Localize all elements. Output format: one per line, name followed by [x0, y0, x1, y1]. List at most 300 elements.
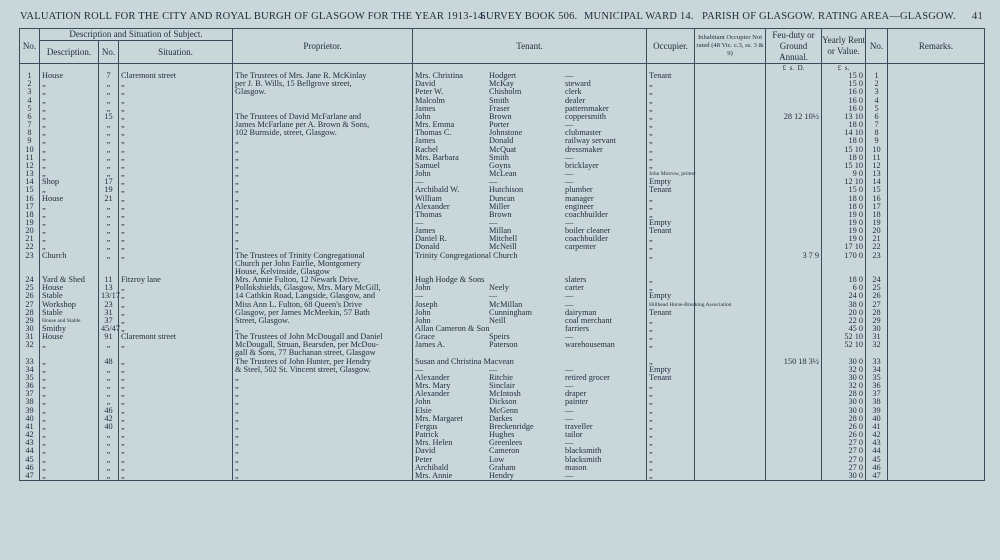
tenant-surname: Goyns — [489, 160, 511, 170]
row-number: „ — [99, 439, 119, 447]
row-description: „ — [40, 227, 99, 235]
row-proprietor: „ — [233, 390, 413, 398]
tenant-surname: Smith — [489, 95, 509, 105]
col-tenant: Tenant. — [413, 29, 647, 64]
row-occupier: „ — [647, 456, 695, 464]
row-proprietor: & Steel, 502 St. Vincent street, Glasgow. — [233, 366, 413, 374]
row-remarks — [888, 219, 985, 227]
tenant-surname: Cunningham — [489, 307, 532, 317]
tenant-first-name: Patrick — [415, 430, 439, 440]
row-no-right: 32 — [866, 341, 888, 349]
row-number: „ — [99, 211, 119, 219]
row-no: 7 — [20, 121, 40, 129]
row-number: „ — [99, 80, 119, 88]
row-no: 19 — [20, 219, 40, 227]
row-proprietor: The Trustees of John Hunter, per Hendry — [233, 358, 413, 366]
row-feuduty — [766, 301, 822, 309]
row-proprietor: „ — [233, 178, 413, 186]
row-proprietor: McDougall, Struan, Bearsden, per McDou- — [233, 341, 413, 349]
tenant-occupation: painter — [565, 397, 589, 407]
tenant-occupation: — — [565, 169, 574, 179]
tenant-first-name: John — [415, 169, 431, 179]
row-no-right: 41 — [866, 423, 888, 431]
row-proprietor: „ — [233, 154, 413, 162]
row-occupier: „ — [647, 162, 695, 170]
row-inhabitant — [695, 80, 766, 88]
row-tenant — [413, 186, 647, 194]
row-no-right: 6 — [866, 113, 888, 121]
row-occupier: Empty — [647, 366, 695, 374]
tenant-first-name: Mrs. Emma — [415, 120, 455, 130]
col-group-description: Description and Situation of Subject. — [40, 29, 233, 41]
row-rent: 18 0 — [822, 137, 866, 145]
table-row — [20, 341, 985, 349]
row-description: House — [40, 333, 99, 341]
page-header — [20, 11, 985, 25]
row-no: 16 — [20, 195, 40, 203]
row-tenant — [413, 80, 647, 88]
row-proprietor: „ — [233, 227, 413, 235]
tenant-occupation: coachbuilder — [565, 209, 608, 219]
row-proprietor: The Trustees of John McDougall and Daniel — [233, 333, 413, 341]
tenant-first-name: — — [415, 177, 424, 187]
row-no: 31 — [20, 333, 40, 341]
row-number: „ — [99, 431, 119, 439]
row-rent: 27 0 — [822, 464, 866, 472]
row-no-right: 19 — [866, 219, 888, 227]
tenant-surname: Hendry — [489, 470, 514, 480]
row-proprietor: 14 Cathkin Road, Langside, Glasgow, and — [233, 292, 413, 300]
row-description: „ — [40, 374, 99, 382]
col-description: Description. — [40, 41, 99, 64]
row-no-right: 2 — [866, 80, 888, 88]
row-feuduty — [766, 374, 822, 382]
row-feuduty — [766, 292, 822, 300]
row-proprietor: Street, Glasgow. — [233, 317, 413, 325]
row-occupier: „ — [647, 211, 695, 219]
tenant-occupation: — — [565, 470, 574, 480]
row-no: 25 — [20, 284, 40, 292]
row-no: 11 — [20, 154, 40, 162]
row-feuduty: 150 18 3½ — [766, 358, 822, 366]
row-occupier: Empty — [647, 178, 695, 186]
row-number: 45/47 — [99, 325, 119, 333]
row-no: 44 — [20, 447, 40, 455]
row-occupier: „ — [647, 235, 695, 243]
row-number: „ — [99, 456, 119, 464]
row-no: 29 — [20, 317, 40, 325]
row-remarks — [888, 301, 985, 309]
row-rent: 32 0 — [822, 382, 866, 390]
row-no: 8 — [20, 129, 40, 137]
row-feuduty — [766, 472, 822, 481]
row-rent: 15 0 — [822, 186, 866, 194]
tenant-occupation: — — [565, 291, 574, 301]
row-remarks — [888, 456, 985, 464]
row-feuduty — [766, 317, 822, 325]
unit-pound-rent: £ — [837, 64, 842, 72]
tenant-first-name: Mrs. Margaret — [415, 413, 463, 423]
row-tenant — [413, 235, 647, 243]
row-remarks — [888, 154, 985, 162]
row-tenant — [413, 325, 647, 333]
row-feuduty — [766, 146, 822, 154]
row-description: „ — [40, 341, 99, 349]
municipal-ward: MUNICIPAL WARD 14. — [584, 11, 694, 22]
tenant-surname: Millan — [489, 226, 512, 236]
row-rent: 27 0 — [822, 447, 866, 455]
tenant-first-name: John — [415, 397, 431, 407]
tenant-surname: Paterson — [489, 340, 518, 350]
tenant-surname: Neill — [489, 315, 506, 325]
row-inhabitant — [695, 292, 766, 300]
row-inhabitant — [695, 203, 766, 211]
row-feuduty — [766, 439, 822, 447]
row-situation: „ — [119, 415, 233, 423]
row-description: „ — [40, 129, 99, 137]
row-number: 11 — [99, 276, 119, 284]
tenant-first-name: Alexander — [415, 372, 450, 382]
row-description: „ — [40, 439, 99, 447]
row-no: 38 — [20, 398, 40, 406]
row-rent: 18 0 — [822, 154, 866, 162]
tenant-occupation: — — [565, 438, 574, 448]
row-rent — [822, 260, 866, 268]
row-situation: „ — [119, 358, 233, 366]
row-no-right: 42 — [866, 431, 888, 439]
tenant-first-name: Fergus — [415, 421, 438, 431]
row-inhabitant — [695, 276, 766, 284]
row-number: 7 — [99, 72, 119, 80]
row-occupier: „ — [647, 113, 695, 121]
tenant-first-name: Samuel — [415, 160, 440, 170]
row-situation: „ — [119, 325, 233, 333]
row-description: Yard & Shed — [40, 276, 99, 284]
row-tenant — [413, 292, 647, 300]
row-rent: 17 10 — [822, 243, 866, 251]
row-remarks — [888, 374, 985, 382]
row-inhabitant — [695, 447, 766, 455]
row-no: 3 — [20, 88, 40, 96]
row-no: 28 — [20, 309, 40, 317]
row-rent: 19 0 — [822, 219, 866, 227]
row-rent: 18 0 — [822, 203, 866, 211]
row-no: 13 — [20, 170, 40, 178]
row-no-right: 27 — [866, 301, 888, 309]
row-occupier: „ — [647, 317, 695, 325]
row-no-right: 40 — [866, 415, 888, 423]
row-proprietor: „ — [233, 243, 413, 251]
row-inhabitant — [695, 366, 766, 374]
tenant-occupation: farriers — [565, 324, 589, 333]
row-feuduty — [766, 178, 822, 186]
row-number: „ — [99, 162, 119, 170]
row-no: 22 — [20, 243, 40, 251]
row-rent: 14 10 — [822, 129, 866, 137]
row-feuduty — [766, 398, 822, 406]
row-remarks — [888, 333, 985, 341]
tenant-first-name: David — [415, 446, 436, 456]
tenant-surname: Fraser — [489, 103, 510, 113]
row-remarks — [888, 211, 985, 219]
row-description: „ — [40, 456, 99, 464]
roll-title: VALUATION ROLL FOR THE CITY AND ROYAL BURGH OF GLASGOW FOR THE YEAR 1913-14. — [20, 11, 487, 22]
row-inhabitant — [695, 390, 766, 398]
row-no: 1 — [20, 72, 40, 80]
tenant-first-name: Joseph — [415, 299, 438, 309]
row-description: „ — [40, 382, 99, 390]
row-rent: 15 0 — [822, 72, 866, 80]
row-tenant — [413, 252, 647, 260]
row-situation — [119, 349, 233, 357]
row-no: 32 — [20, 341, 40, 349]
row-situation: „ — [119, 211, 233, 219]
row-situation: „ — [119, 252, 233, 260]
row-occupier: „ — [647, 203, 695, 211]
row-inhabitant — [695, 252, 766, 260]
tenant-surname: McIntosh — [489, 389, 521, 399]
row-inhabitant — [695, 407, 766, 415]
row-occupier: „ — [647, 472, 695, 481]
row-situation: „ — [119, 170, 233, 178]
row-no-right: 47 — [866, 472, 888, 481]
row-remarks — [888, 97, 985, 105]
row-feuduty — [766, 407, 822, 415]
row-remarks — [888, 195, 985, 203]
row-proprietor: Glasgow. — [233, 88, 413, 96]
row-inhabitant — [695, 121, 766, 129]
row-no-right: 4 — [866, 97, 888, 105]
row-remarks — [888, 178, 985, 186]
tenant-surname: McKay — [489, 79, 514, 89]
row-rent: 27 0 — [822, 439, 866, 447]
row-number: 23 — [99, 301, 119, 309]
row-no-right: 16 — [866, 195, 888, 203]
tenant-first-name: Peter — [415, 454, 433, 464]
row-situation: Claremont street — [119, 72, 233, 80]
tenant-first-name: John — [415, 283, 431, 293]
row-situation: „ — [119, 113, 233, 121]
row-situation: „ — [119, 472, 233, 481]
row-no-right: 28 — [866, 309, 888, 317]
row-occupier — [647, 268, 695, 276]
row-remarks — [888, 243, 985, 251]
row-remarks — [888, 325, 985, 333]
row-occupier: Tenant — [647, 227, 695, 235]
row-situation: „ — [119, 203, 233, 211]
row-occupier: „ — [647, 284, 695, 292]
row-occupier: „ — [647, 105, 695, 113]
row-no-right: 10 — [866, 146, 888, 154]
row-occupier: „ — [647, 129, 695, 137]
row-description: House — [40, 284, 99, 292]
row-situation: „ — [119, 431, 233, 439]
row-occupier: „ — [647, 447, 695, 455]
row-number: „ — [99, 203, 119, 211]
row-proprietor: Church per John Fairlie, Montgomery — [233, 260, 413, 268]
tenant-surname: McQuat — [489, 144, 517, 154]
row-proprietor: „ — [233, 374, 413, 382]
row-number: 42 — [99, 415, 119, 423]
row-proprietor: Glasgow, per James McMeekin, 57 Bath — [233, 309, 413, 317]
row-situation: „ — [119, 439, 233, 447]
row-no: 10 — [20, 146, 40, 154]
row-tenant — [413, 137, 647, 145]
row-proprietor: „ — [233, 211, 413, 219]
row-tenant — [413, 162, 647, 170]
row-no-right: 37 — [866, 390, 888, 398]
row-description: Shop — [40, 178, 99, 186]
row-proprietor: „ — [233, 137, 413, 145]
row-inhabitant — [695, 88, 766, 96]
row-no-right: 35 — [866, 374, 888, 382]
row-no-right: 29 — [866, 317, 888, 325]
row-description: „ — [40, 113, 99, 121]
row-no: 18 — [20, 211, 40, 219]
row-proprietor: „ — [233, 398, 413, 406]
row-situation: „ — [119, 178, 233, 186]
row-situation: „ — [119, 80, 233, 88]
row-remarks — [888, 464, 985, 472]
row-rent: 26 0 — [822, 423, 866, 431]
row-inhabitant — [695, 374, 766, 382]
row-rent: 24 0 — [822, 292, 866, 300]
row-remarks — [888, 268, 985, 276]
tenant-surname: — — [489, 217, 498, 227]
col-no: No. — [20, 29, 40, 64]
tenant-occupation: — — [565, 177, 574, 187]
row-description: „ — [40, 162, 99, 170]
row-remarks — [888, 284, 985, 292]
row-number: 21 — [99, 195, 119, 203]
row-proprietor: Miss Ann L. Fulton, 68 Queen's Drive — [233, 301, 413, 309]
tenant-surname: Mitchell — [489, 234, 518, 244]
row-occupier: Empty — [647, 219, 695, 227]
tenant-occupation: clubmaster — [565, 128, 602, 138]
row-inhabitant — [695, 170, 766, 178]
row-no-right: 1 — [866, 72, 888, 80]
tenant-surname: Hodgert — [489, 71, 517, 81]
tenant-surname: McNeill — [489, 242, 517, 252]
row-tenant — [413, 260, 647, 268]
row-feuduty — [766, 268, 822, 276]
row-remarks — [888, 292, 985, 300]
row-situation: Fitzroy lane — [119, 276, 233, 284]
row-rent: 18 0 — [822, 195, 866, 203]
tenant-occupation: — — [565, 364, 574, 374]
row-description: Smithy — [40, 325, 99, 333]
row-occupier: „ — [647, 97, 695, 105]
tenant-surname: Greenlees — [489, 438, 523, 448]
row-proprietor: „ — [233, 203, 413, 211]
row-description: „ — [40, 464, 99, 472]
row-feuduty — [766, 415, 822, 423]
row-proprietor: Mrs. Annie Fulton, 12 Newark Drive, — [233, 276, 413, 284]
row-occupier — [647, 260, 695, 268]
row-description: House and Stable — [40, 317, 99, 325]
row-tenant — [413, 358, 647, 366]
row-remarks — [888, 309, 985, 317]
tenant-occupation: carter — [565, 283, 584, 293]
survey-book: SURVEY BOOK 506. — [480, 11, 578, 22]
col-occupier: Occupier. — [647, 29, 695, 64]
row-no: 23 — [20, 252, 40, 260]
row-situation: „ — [119, 243, 233, 251]
tenant-occupation: mason — [565, 462, 587, 472]
row-occupier: Tenant — [647, 374, 695, 382]
row-tenant — [413, 72, 647, 80]
row-description: „ — [40, 121, 99, 129]
row-occupier: John Morrow, printer — [647, 170, 695, 178]
row-inhabitant — [695, 137, 766, 145]
row-inhabitant — [695, 325, 766, 333]
tenant-surname: Breckenridge — [489, 421, 534, 431]
row-number: 15 — [99, 113, 119, 121]
row-number: 17 — [99, 178, 119, 186]
row-feuduty — [766, 309, 822, 317]
tenant-surname: Chisholm — [489, 87, 522, 97]
tenant-occupation: blacksmith — [565, 454, 602, 464]
row-feuduty — [766, 121, 822, 129]
row-proprietor: per J. B. Wills, 15 Bellgrove street, — [233, 80, 413, 88]
table-row — [20, 284, 985, 292]
row-no: 42 — [20, 431, 40, 439]
row-situation: „ — [119, 186, 233, 194]
row-number: „ — [99, 341, 119, 349]
row-rent: 9 0 — [822, 170, 866, 178]
row-remarks — [888, 358, 985, 366]
row-occupier: „ — [647, 423, 695, 431]
row-proprietor: „ — [233, 186, 413, 194]
row-situation: „ — [119, 292, 233, 300]
tenant-surname: Speirs — [489, 332, 510, 342]
row-proprietor: „ — [233, 447, 413, 455]
row-rent: 16 0 — [822, 88, 866, 96]
tenant-first-name: Mrs. Mary — [415, 381, 451, 391]
row-inhabitant — [695, 260, 766, 268]
tenant-first-name: Grace — [415, 332, 435, 342]
row-number: „ — [99, 374, 119, 382]
row-number: „ — [99, 235, 119, 243]
row-no-right: 3 — [866, 88, 888, 96]
row-no-right: 23 — [866, 252, 888, 260]
row-occupier: „ — [647, 431, 695, 439]
row-situation: „ — [119, 341, 233, 349]
row-inhabitant — [695, 341, 766, 349]
tenant-first-name: Archibald — [415, 462, 449, 472]
row-no: 9 — [20, 137, 40, 145]
row-description: „ — [40, 390, 99, 398]
row-number: 48 — [99, 358, 119, 366]
col-inhabitant: Inhabitant Occupier Not rated (48 Vic. c.3, ss. 3 & 9) — [695, 29, 766, 64]
row-no-right: 9 — [866, 137, 888, 145]
row-feuduty — [766, 203, 822, 211]
col-proprietor: Proprietor. — [233, 29, 413, 64]
row-remarks — [888, 390, 985, 398]
row-situation: „ — [119, 366, 233, 374]
tenant-occupation: dairyman — [565, 307, 597, 317]
row-no-right: 17 — [866, 203, 888, 211]
row-inhabitant — [695, 72, 766, 80]
row-feuduty — [766, 129, 822, 137]
row-feuduty — [766, 137, 822, 145]
tenant-first-name: Mrs. Christina — [415, 71, 463, 81]
row-description: „ — [40, 447, 99, 455]
row-no — [20, 260, 40, 268]
tenant-first-name: Hugh Hodge & Sons — [415, 275, 485, 285]
tenant-first-name: Thomas — [415, 209, 442, 219]
row-description: „ — [40, 97, 99, 105]
